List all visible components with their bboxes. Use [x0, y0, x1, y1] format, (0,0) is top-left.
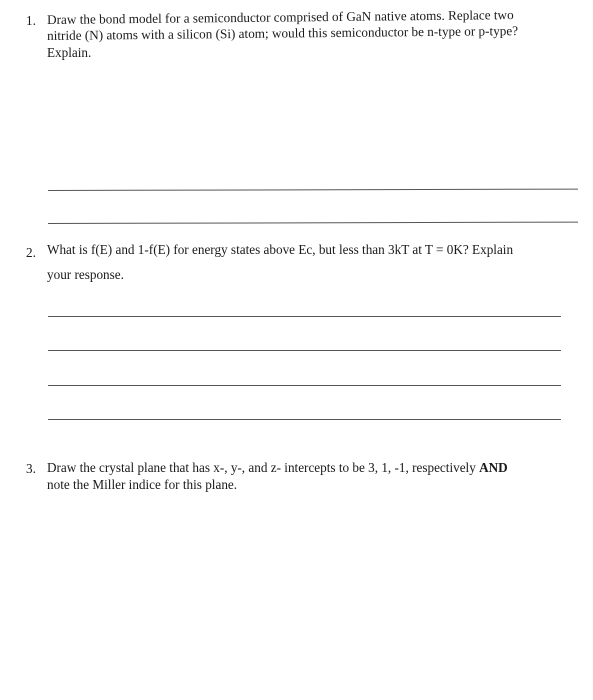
question-1-line-3: Explain.: [47, 45, 92, 60]
answer-line[interactable]: [48, 385, 561, 386]
answer-line[interactable]: [48, 419, 561, 420]
question-1-number: 1.: [26, 13, 36, 28]
question-2-line-1: What is f(E) and 1-f(E) for energy states above Ec, but less than 3kT at T = 0K? Explain: [47, 242, 514, 257]
question-3-number: 3.: [26, 461, 36, 476]
question-3-line-1: [47, 459, 508, 476]
question-3-emphasis: AND: [479, 460, 508, 475]
question-3-line-1-text: Draw the crystal plane that has x-, y-, and z- intercepts to be 3, 1, -1, respectively: [47, 460, 476, 475]
answer-line[interactable]: [48, 350, 561, 351]
answer-line[interactable]: [48, 316, 561, 317]
question-2-line-2: your response.: [47, 267, 124, 282]
answer-line[interactable]: [48, 222, 578, 224]
question-1-line-2: nitride (N) atoms with a silicon (Si) atom; would this semiconductor be n-type or p-type?: [47, 23, 519, 43]
question-1-line-1: Draw the bond model for a semiconductor comprised of GaN native atoms. Replace two: [47, 7, 514, 27]
answer-line[interactable]: [48, 189, 578, 191]
question-2-number: 2.: [26, 245, 36, 260]
question-3-line-2: note the Miller indice for this plane.: [47, 477, 238, 492]
